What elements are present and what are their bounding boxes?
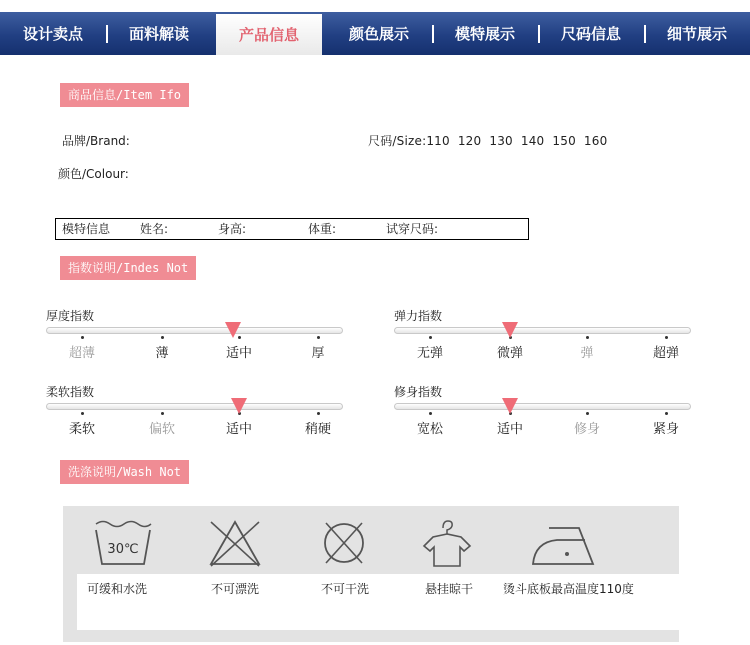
scale-tick-dot bbox=[665, 336, 668, 339]
scale-track bbox=[46, 403, 343, 410]
scale-label: 稍硬 bbox=[304, 422, 331, 437]
scale-label: 宽松 bbox=[416, 422, 443, 437]
wash-label-0: 可缓和水洗 bbox=[87, 582, 148, 596]
model-info-box bbox=[55, 218, 529, 240]
scale-label: 紧身 bbox=[652, 422, 679, 437]
nav-tab-product-info[interactable]: 产品信息 bbox=[216, 14, 322, 55]
nav-tab-design[interactable]: 设计卖点 bbox=[22, 25, 83, 43]
scale-title: 修身指数 bbox=[394, 385, 443, 399]
softness-scale bbox=[46, 383, 346, 443]
scale-tick-dot bbox=[665, 412, 668, 415]
scale-label: 柔软 bbox=[68, 422, 95, 437]
no-bleach-icon bbox=[207, 518, 263, 568]
scale-label: 适中 bbox=[225, 422, 252, 437]
elasticity-scale bbox=[394, 307, 694, 367]
wash-label-3: 悬挂晾干 bbox=[425, 582, 474, 596]
scale-tick-dot bbox=[317, 412, 320, 415]
scale-tick-dot bbox=[586, 412, 589, 415]
scale-label: 修身 bbox=[573, 422, 600, 437]
nav-tab-details[interactable]: 细节展示 bbox=[644, 12, 750, 55]
wash-30-icon bbox=[93, 518, 153, 568]
scale-label: 弹 bbox=[580, 346, 594, 361]
scale-track bbox=[46, 327, 343, 334]
nav-tab-models[interactable]: 模特展示 bbox=[432, 12, 538, 55]
scale-tick-dot bbox=[429, 336, 432, 339]
scale-label: 厚 bbox=[311, 346, 325, 361]
item-info-badge: 商品信息/Item Ifo bbox=[60, 83, 189, 107]
scale-title: 厚度指数 bbox=[46, 309, 95, 323]
size-label: 尺码/Size:110 120 130 140 150 160 bbox=[368, 134, 608, 148]
scale-label: 薄 bbox=[155, 346, 169, 361]
scale-tick-dot bbox=[317, 336, 320, 339]
model-name-label: 姓名: bbox=[140, 222, 169, 236]
scale-title: 柔软指数 bbox=[46, 385, 95, 399]
scale-title: 弹力指数 bbox=[394, 309, 443, 323]
scale-label: 适中 bbox=[225, 346, 252, 361]
thickness-scale bbox=[46, 307, 346, 367]
scale-marker bbox=[502, 322, 518, 338]
model-info-title: 模特信息 bbox=[62, 222, 111, 236]
scale-label: 超弹 bbox=[652, 346, 679, 361]
fit-scale bbox=[394, 383, 694, 443]
scale-tick-dot bbox=[586, 336, 589, 339]
model-height-label: 身高: bbox=[218, 222, 247, 236]
wash-label-2: 不可干洗 bbox=[321, 582, 370, 596]
scale-label: 微弹 bbox=[496, 346, 523, 361]
scale-tick-dot bbox=[81, 336, 84, 339]
nav-tab-fabric[interactable]: 面料解读 bbox=[106, 12, 212, 55]
scale-tick-dot bbox=[161, 412, 164, 415]
scale-label: 超薄 bbox=[68, 346, 95, 361]
iron-icon bbox=[529, 518, 597, 568]
scale-marker bbox=[225, 322, 241, 338]
scale-label: 偏软 bbox=[148, 422, 175, 437]
brand-label: 品牌/Brand: bbox=[62, 134, 130, 148]
nav-tab-sizes[interactable]: 尺码信息 bbox=[538, 12, 644, 55]
scale-marker bbox=[502, 398, 518, 414]
scale-track bbox=[394, 403, 691, 410]
scale-label: 无弹 bbox=[416, 346, 443, 361]
wash-label-1: 不可漂洗 bbox=[211, 582, 260, 596]
wash-panel bbox=[63, 506, 679, 642]
index-info-badge: 指数说明/Indes Not bbox=[60, 256, 196, 280]
scale-track bbox=[394, 327, 691, 334]
nav-tab-colors[interactable]: 颜色展示 bbox=[348, 25, 409, 43]
wash-info-badge: 洗涤说明/Wash Not bbox=[60, 460, 189, 484]
wash-label-4: 烫斗底板最高温度110度 bbox=[503, 582, 634, 596]
model-size-label: 试穿尺码: bbox=[386, 222, 439, 236]
top-nav bbox=[0, 12, 750, 55]
scale-tick-dot bbox=[161, 336, 164, 339]
scale-tick-dot bbox=[429, 412, 432, 415]
scale-tick-dot bbox=[81, 412, 84, 415]
no-dry-clean-icon bbox=[321, 518, 367, 568]
colour-label: 颜色/Colour: bbox=[58, 167, 129, 181]
hang-dry-icon bbox=[421, 518, 473, 568]
wash-temp-text: 30℃ bbox=[107, 542, 139, 557]
scale-marker bbox=[231, 398, 247, 414]
model-weight-label: 体重: bbox=[308, 222, 337, 236]
scale-label: 适中 bbox=[496, 422, 523, 437]
